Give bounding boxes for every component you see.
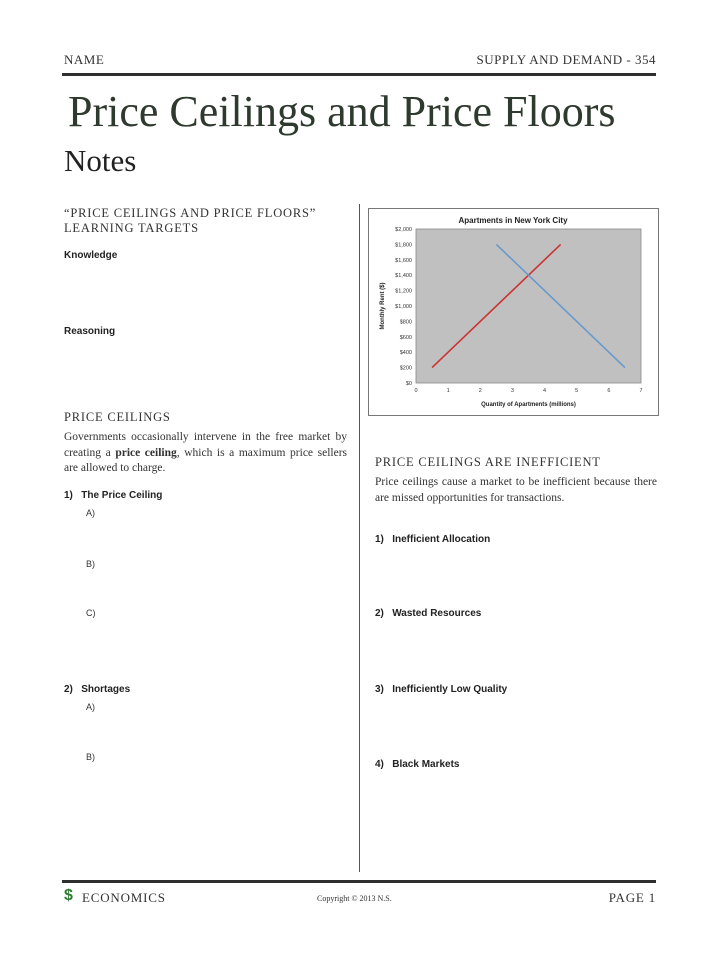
y-tick-label: $1,200 xyxy=(395,288,412,295)
sub-item-a: A) xyxy=(86,702,95,712)
learning-targets-heading-line2: LEARNING TARGETS xyxy=(64,221,199,235)
x-tick-label: 1 xyxy=(446,388,450,394)
plot-area xyxy=(416,229,641,383)
y-tick-label: $200 xyxy=(399,365,412,372)
y-tick-label: $400 xyxy=(399,350,412,357)
x-axis-label: Quantity of Apartments (millions) xyxy=(481,402,576,408)
price-ceilings-heading: PRICE CEILINGS xyxy=(64,410,171,424)
intro-text-2: , which is a maximum price sellers are allowed to charge. xyxy=(64,446,348,474)
x-tick-label: 3 xyxy=(510,388,514,394)
chart-title: Apartments in New York City xyxy=(458,216,568,225)
x-tick-label: 5 xyxy=(575,388,579,394)
apartments-chart xyxy=(369,209,658,415)
inefficient-intro: Price ceilings cause a market to be inefficient because there are missed opportunities for transactions. xyxy=(375,476,657,504)
name-label: NAME xyxy=(64,52,105,67)
sub-item-a: A) xyxy=(86,508,95,518)
learning-targets-heading xyxy=(64,206,316,236)
footer-rule xyxy=(62,880,656,883)
y-tick-label: $2,000 xyxy=(395,227,412,233)
y-tick-label: $1,400 xyxy=(395,273,412,280)
reasoning-label: Reasoning xyxy=(64,326,116,337)
sub-item-b: B) xyxy=(86,559,95,569)
x-tick-label: 7 xyxy=(639,388,643,394)
intro-text-1: Governments occasionally intervene in the free market by creating a xyxy=(64,431,347,459)
item-shortages: 2) Shortages xyxy=(64,684,131,695)
intro-bold-term: price ceiling xyxy=(115,446,177,459)
y-tick-label: $1,000 xyxy=(395,304,412,310)
chart-frame xyxy=(368,208,659,416)
y-tick-label: $0 xyxy=(405,381,412,387)
subject-label: ECONOMICS xyxy=(82,890,166,905)
item-inefficient-allocation: 1) Inefficient Allocation xyxy=(375,534,491,545)
knowledge-label: Knowledge xyxy=(64,250,118,261)
item-black-markets: 4) Black Markets xyxy=(375,759,460,770)
y-axis-label: Monthly Rent ($) xyxy=(380,282,386,330)
price-ceilings-intro xyxy=(64,430,347,477)
page-footer xyxy=(64,886,656,912)
inefficient-heading: PRICE CEILINGS ARE INEFFICIENT xyxy=(375,455,601,469)
x-tick-label: 4 xyxy=(543,388,547,394)
sub-item-b: B) xyxy=(86,752,95,762)
page-number: PAGE 1 xyxy=(608,890,656,905)
dollar-icon: $ xyxy=(64,887,73,904)
y-tick-label: $1,800 xyxy=(395,242,412,249)
item-wasted-resources: 2) Wasted Resources xyxy=(375,608,482,619)
x-tick-label: 0 xyxy=(414,388,418,394)
page-title: Price Ceilings and Price Floors xyxy=(68,87,616,136)
item-low-quality: 3) Inefficiently Low Quality xyxy=(375,684,508,695)
x-tick-label: 6 xyxy=(607,388,611,394)
column-divider xyxy=(359,204,360,872)
header-rule xyxy=(62,73,656,76)
y-tick-label: $1,600 xyxy=(395,257,412,264)
copyright-text: Copyright © 2013 N.S. xyxy=(317,894,392,903)
y-tick-label: $600 xyxy=(399,334,412,341)
y-tick-label: $800 xyxy=(399,319,412,326)
page-header xyxy=(64,52,656,72)
unit-label: SUPPLY AND DEMAND - 354 xyxy=(476,52,656,67)
item-price-ceiling: 1) The Price Ceiling xyxy=(64,490,163,501)
sub-item-c: C) xyxy=(86,608,96,618)
learning-targets-heading-line1: “PRICE CEILINGS AND PRICE FLOORS” xyxy=(64,206,317,220)
x-tick-label: 2 xyxy=(478,388,482,394)
page-subtitle: Notes xyxy=(64,143,137,178)
